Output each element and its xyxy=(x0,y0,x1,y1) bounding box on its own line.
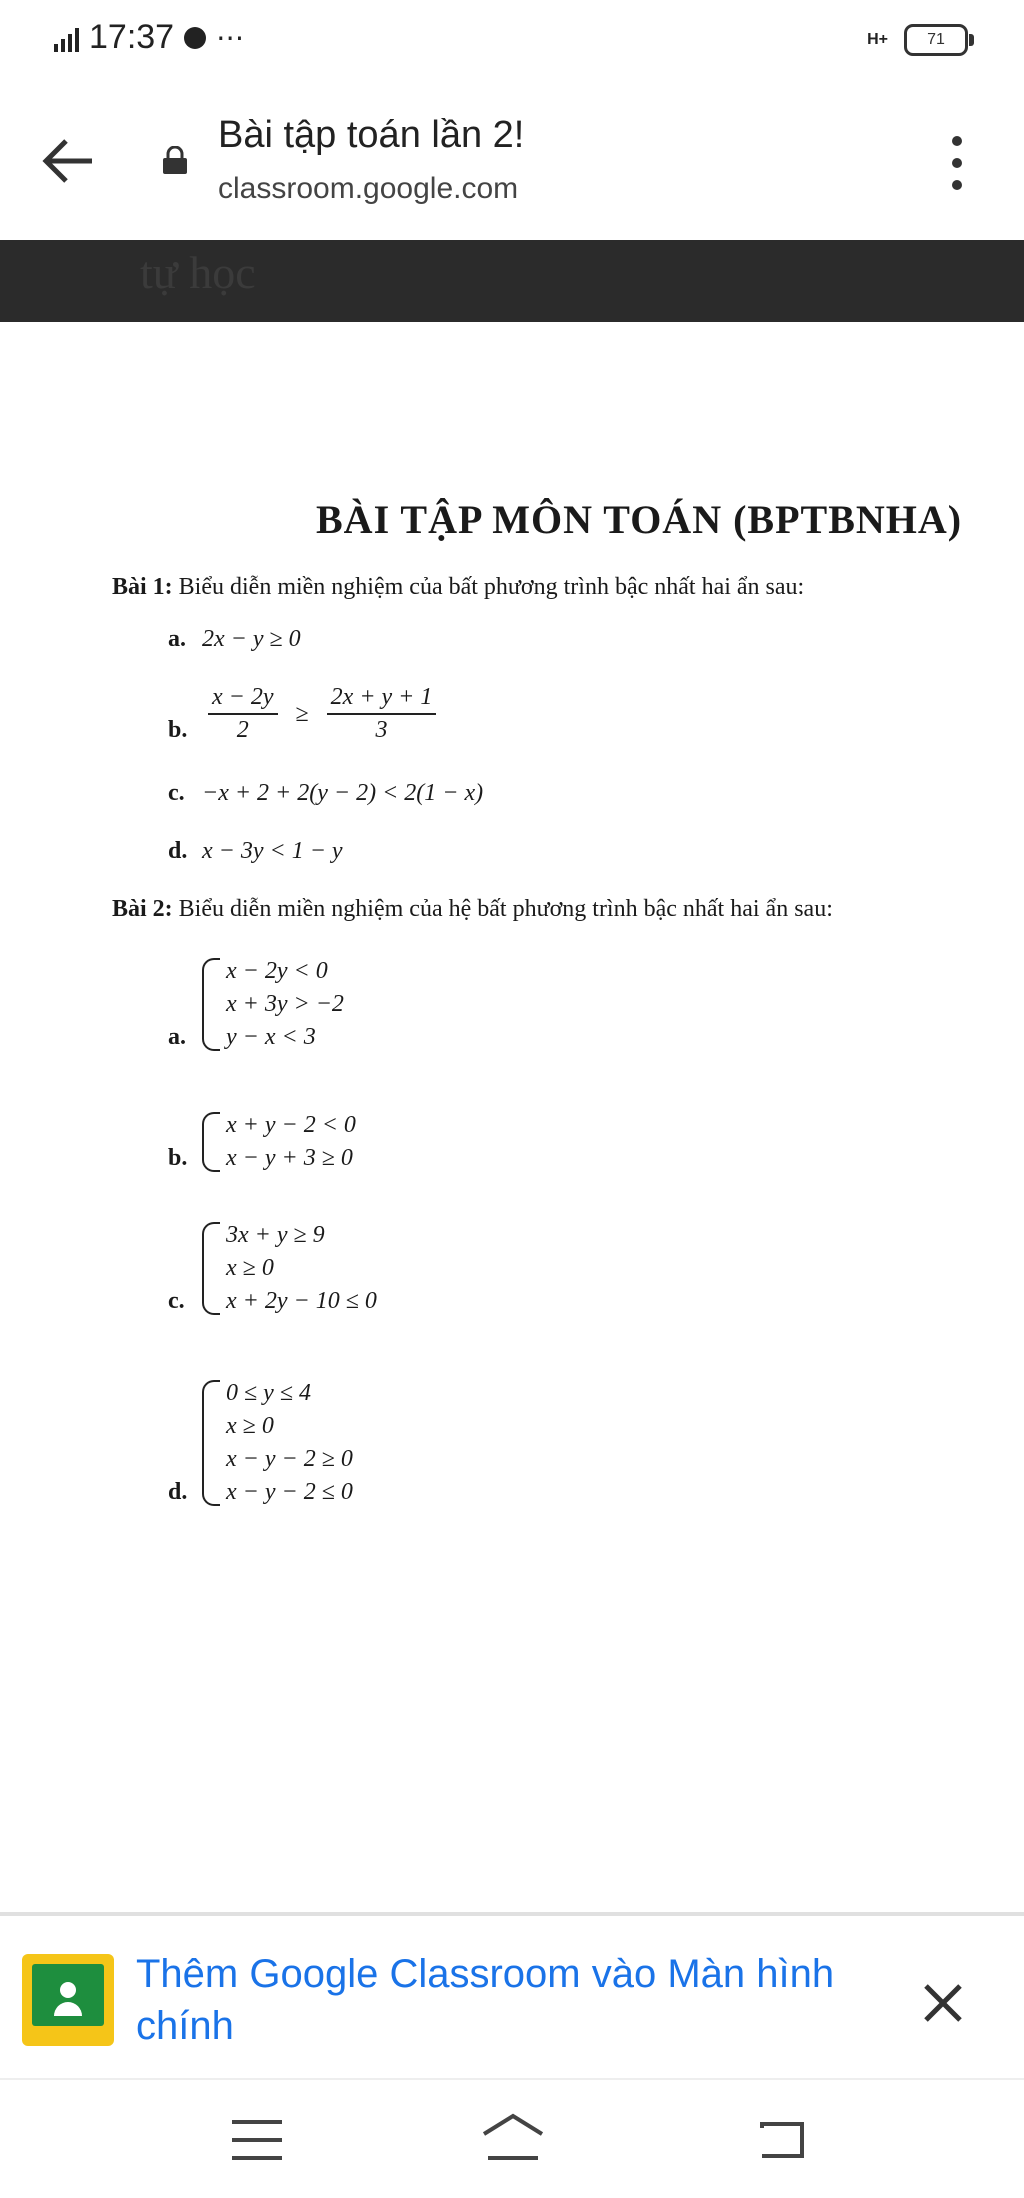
system-line: 3x + y ≥ 9 xyxy=(226,1222,325,1248)
inequality-operator: ≥ xyxy=(295,700,309,727)
fraction-numerator: 2x + y + 1 xyxy=(327,684,437,715)
inequality-system xyxy=(202,958,344,1051)
system-line: x + y − 2 < 0 xyxy=(226,1112,356,1138)
item-label: d. xyxy=(168,838,188,864)
battery-icon xyxy=(904,24,968,56)
system-line: 0 ≤ y ≤ 4 xyxy=(226,1380,311,1406)
exercise-1-label: Bài 1: xyxy=(112,574,173,600)
exercise-1-text: Biểu diễn miền nghiệm của bất phương trình bậc nhất hai ẩn sau: xyxy=(178,574,805,600)
page-title: Bài tập toán lần 2! xyxy=(218,114,525,156)
close-icon[interactable] xyxy=(918,1978,968,2028)
status-left xyxy=(54,18,244,57)
exercise-1-item-d xyxy=(168,838,343,865)
status-notification: ⋯ xyxy=(216,22,245,53)
system-line: y − x < 3 xyxy=(226,1024,316,1050)
fraction-numerator: x − 2y xyxy=(208,684,278,715)
recent-apps-icon[interactable] xyxy=(232,2120,282,2160)
system-line: x ≥ 0 xyxy=(226,1413,274,1439)
dark-band xyxy=(0,240,1024,322)
item-label: b. xyxy=(168,717,188,743)
exercise-2-system-b xyxy=(168,1112,356,1172)
exercise-2-system-a xyxy=(168,958,344,1051)
lock-icon xyxy=(160,146,190,174)
system-line: x + 2y − 10 ≤ 0 xyxy=(226,1288,377,1314)
item-label: a. xyxy=(168,626,186,652)
fraction-denominator: 2 xyxy=(236,717,249,743)
exercise-2-label: Bài 2: xyxy=(112,896,173,922)
item-expression: x − 3y < 1 − y xyxy=(202,838,343,864)
item-label: c. xyxy=(168,780,185,806)
brace-icon xyxy=(202,1222,220,1315)
signal-icon xyxy=(54,24,79,52)
arrow-left-icon[interactable] xyxy=(36,128,102,194)
status-time: 17:37 xyxy=(89,18,175,56)
brace-icon xyxy=(202,1112,220,1172)
item-label: c. xyxy=(168,1288,185,1314)
system-line: x − y + 3 ≥ 0 xyxy=(226,1145,353,1171)
item-expression: −x + 2 + 2(y − 2) < 2(1 − x) xyxy=(202,780,484,806)
item-expression: 2x − y ≥ 0 xyxy=(202,626,301,652)
chat-bubble-icon xyxy=(184,27,206,49)
home-icon[interactable] xyxy=(478,2110,548,2166)
document-page xyxy=(0,322,1024,1912)
system-line: x + 3y > −2 xyxy=(226,991,344,1017)
banner-text[interactable]: Thêm Google Classroom vào Màn hình chính xyxy=(136,1952,835,2048)
back-nav-icon[interactable] xyxy=(758,2120,806,2160)
network-type-label: H+ xyxy=(867,31,888,48)
status-bar xyxy=(0,0,1024,80)
system-line: x − 2y < 0 xyxy=(226,958,328,984)
fraction-denominator: 3 xyxy=(375,717,388,743)
system-line: x − y − 2 ≤ 0 xyxy=(226,1479,353,1505)
item-label: d. xyxy=(168,1479,188,1505)
exercise-1-item-b xyxy=(168,684,442,744)
system-line: x ≥ 0 xyxy=(226,1255,274,1281)
google-classroom-icon xyxy=(22,1954,114,2046)
add-to-home-banner[interactable] xyxy=(0,1912,1024,2082)
exercise-1-item-c xyxy=(168,780,483,807)
system-line: x − y − 2 ≥ 0 xyxy=(226,1446,353,1472)
system-nav-bar xyxy=(0,2078,1024,2198)
exercise-1-item-a xyxy=(168,626,301,653)
dark-band-text: tự học xyxy=(140,247,256,298)
page-url[interactable]: classroom.google.com xyxy=(218,172,519,205)
fraction-right xyxy=(327,684,437,744)
exercise-2-text: Biểu diễn miền nghiệm của hệ bất phương trình bậc nhất hai ẩn sau: xyxy=(178,896,833,922)
item-label: b. xyxy=(168,1145,188,1171)
inequality-system xyxy=(202,1380,353,1506)
exercise-2-system-c xyxy=(168,1222,377,1315)
battery-level: 71 xyxy=(927,31,945,48)
inequality-system xyxy=(202,1222,377,1315)
item-label: a. xyxy=(168,1024,186,1050)
status-right xyxy=(867,24,968,56)
document-title: BÀI TẬP MÔN TOÁN (BPTBNHA) xyxy=(316,497,963,542)
exercise-2-heading xyxy=(112,896,833,923)
brace-icon xyxy=(202,958,220,1051)
brace-icon xyxy=(202,1380,220,1506)
exercise-1-heading xyxy=(112,574,804,601)
exercise-2-system-d xyxy=(168,1380,353,1506)
more-vert-icon[interactable] xyxy=(940,130,974,196)
inequality-system xyxy=(202,1112,356,1172)
fraction-left xyxy=(208,684,278,744)
